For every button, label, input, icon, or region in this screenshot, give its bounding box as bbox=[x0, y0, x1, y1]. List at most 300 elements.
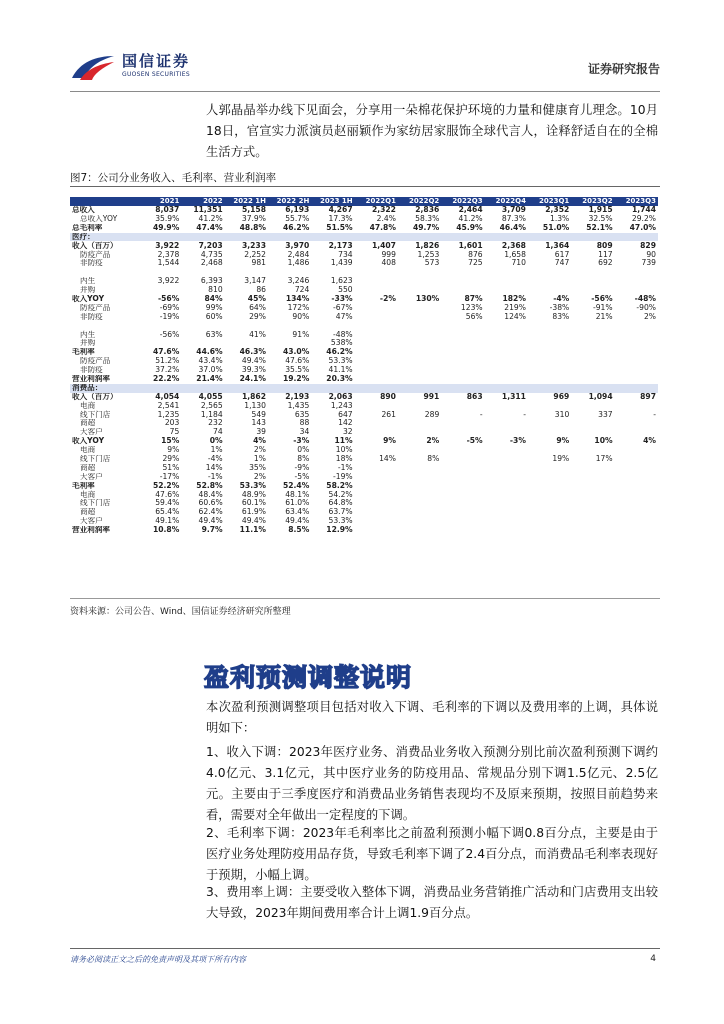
table-cell bbox=[441, 375, 484, 384]
table-cell: 2,063 bbox=[328, 392, 353, 401]
table-cell: 49.9% bbox=[152, 223, 180, 232]
table-row bbox=[70, 268, 658, 277]
table-cell: 876 bbox=[468, 250, 483, 259]
table-row bbox=[70, 313, 658, 322]
table-cell bbox=[615, 455, 658, 464]
table-cell bbox=[398, 384, 441, 393]
table-cell bbox=[485, 526, 528, 535]
table-cell bbox=[355, 304, 398, 313]
table-cell bbox=[441, 384, 484, 393]
table-row bbox=[70, 224, 658, 233]
table-cell: 64% bbox=[249, 303, 266, 312]
table-cell bbox=[398, 401, 441, 410]
table-cell: 60% bbox=[205, 312, 223, 321]
table-cell bbox=[528, 508, 571, 517]
table-cell bbox=[615, 348, 658, 357]
table-cell bbox=[398, 464, 441, 473]
table-cell bbox=[571, 428, 614, 437]
table-row bbox=[70, 446, 658, 455]
table-cell bbox=[571, 339, 614, 348]
table-cell bbox=[181, 339, 224, 348]
table-cell bbox=[485, 268, 528, 277]
table-cell bbox=[485, 321, 528, 330]
table-cell bbox=[441, 330, 484, 339]
table-cell: 87% bbox=[464, 294, 483, 303]
row-label: 商超 bbox=[80, 419, 96, 428]
table-cell: 47.6% bbox=[152, 348, 180, 357]
table-cell: 1% bbox=[253, 454, 266, 464]
table-cell bbox=[398, 268, 441, 277]
table-cell: 4% bbox=[253, 437, 266, 446]
table-cell: 969 bbox=[553, 392, 570, 401]
row-label: 收入YOY bbox=[72, 294, 105, 303]
table-cell bbox=[398, 286, 441, 295]
table-cell: 48.8% bbox=[239, 223, 266, 232]
table-cell bbox=[138, 286, 181, 295]
table-cell: 3,709 bbox=[501, 205, 526, 215]
table-cell bbox=[571, 348, 614, 357]
table-cell bbox=[615, 366, 658, 375]
table-row bbox=[70, 286, 658, 295]
table-cell: 53.3% bbox=[239, 481, 266, 490]
table-cell bbox=[355, 286, 398, 295]
table-cell bbox=[398, 473, 441, 482]
table-cell: 1,601 bbox=[458, 241, 483, 250]
table-cell bbox=[398, 233, 441, 242]
table-cell bbox=[615, 482, 658, 491]
footer-disclaimer: 请务必阅读正文之后的免责声明及其项下所有内容 bbox=[70, 955, 246, 964]
table-cell bbox=[485, 428, 528, 437]
table-cell bbox=[181, 321, 224, 330]
table-cell bbox=[485, 508, 528, 517]
table-cell bbox=[485, 482, 528, 491]
page-number: 4 bbox=[650, 954, 656, 964]
table-cell bbox=[571, 357, 614, 366]
table-row bbox=[70, 277, 658, 286]
table-cell: 829 bbox=[640, 241, 656, 250]
table-cell: 24.1% bbox=[239, 374, 266, 383]
table-cell bbox=[355, 366, 398, 375]
table-cell bbox=[441, 366, 484, 375]
table-cell bbox=[398, 526, 441, 535]
table-row bbox=[70, 339, 658, 348]
table-cell bbox=[441, 357, 484, 366]
table-cell: 10% bbox=[594, 437, 613, 446]
table-row bbox=[70, 384, 658, 393]
table-row bbox=[70, 490, 658, 499]
row-label: 电商 bbox=[80, 401, 96, 410]
table-row bbox=[70, 437, 658, 446]
table-cell: 991 bbox=[423, 392, 440, 401]
table-cell: 46.2% bbox=[326, 348, 353, 357]
table-cell: 1,544 bbox=[157, 259, 180, 268]
table-row bbox=[70, 241, 658, 250]
table-cell: 20.3% bbox=[326, 374, 353, 383]
company-logo bbox=[70, 52, 190, 82]
table-cell: 37.9% bbox=[241, 214, 266, 223]
table-cell: 1,243 bbox=[330, 401, 353, 410]
table-cell: 65.4% bbox=[155, 508, 180, 517]
table-column-header: 2021 bbox=[138, 197, 181, 206]
table-cell: 74 bbox=[212, 428, 223, 437]
row-label: 总毛利率 bbox=[72, 223, 103, 232]
row-label: 毛利率 bbox=[72, 481, 95, 490]
table-cell: 724 bbox=[294, 285, 310, 295]
table-cell: 647 bbox=[338, 410, 353, 419]
table-cell: 49.1% bbox=[155, 517, 180, 526]
table-cell: -1% bbox=[207, 472, 223, 481]
table-cell: 4,267 bbox=[328, 205, 353, 215]
table-cell bbox=[398, 277, 441, 286]
table-cell bbox=[615, 526, 658, 535]
table-cell: 617 bbox=[554, 250, 570, 259]
table-cell: 0% bbox=[209, 437, 223, 446]
table-cell bbox=[485, 339, 528, 348]
table-cell bbox=[485, 490, 528, 499]
table-cell bbox=[138, 321, 181, 330]
table-cell bbox=[571, 508, 614, 517]
table-cell: 1% bbox=[210, 445, 223, 455]
table-cell bbox=[398, 446, 441, 455]
table-cell bbox=[571, 233, 614, 242]
table-cell bbox=[615, 384, 658, 393]
table-cell: 550 bbox=[338, 285, 353, 295]
guosen-logo-icon bbox=[70, 52, 118, 82]
logo-name-cn: 国信证券 bbox=[122, 52, 191, 70]
table-cell: 2,468 bbox=[200, 259, 223, 268]
table-cell: 46.4% bbox=[499, 223, 526, 232]
table-cell: 310 bbox=[554, 410, 570, 419]
table-cell: 9% bbox=[383, 437, 396, 446]
table-cell: 289 bbox=[424, 410, 440, 419]
table-cell bbox=[268, 268, 311, 277]
table-cell bbox=[485, 455, 528, 464]
table-cell bbox=[571, 446, 614, 455]
row-label: 营业利润率 bbox=[72, 525, 110, 535]
table-cell: 99% bbox=[205, 303, 223, 312]
table-cell: -4% bbox=[553, 294, 570, 303]
table-cell: 10.8% bbox=[152, 525, 180, 535]
table-cell: 232 bbox=[208, 419, 223, 428]
table-cell: -69% bbox=[159, 303, 180, 312]
row-label: 大客户 bbox=[80, 472, 103, 481]
table-cell bbox=[485, 330, 528, 339]
table-cell: 41% bbox=[249, 330, 266, 339]
table-cell: 2,368 bbox=[501, 241, 526, 250]
table-cell: 172% bbox=[287, 303, 310, 312]
table-cell bbox=[571, 419, 614, 428]
table-cell bbox=[485, 286, 528, 295]
table-cell: 1,184 bbox=[200, 410, 223, 419]
table-cell: 45% bbox=[247, 294, 266, 303]
row-label bbox=[70, 321, 138, 330]
table-cell bbox=[615, 401, 658, 410]
table-cell bbox=[528, 517, 571, 526]
table-cell: 809 bbox=[596, 241, 613, 250]
table-cell bbox=[268, 233, 311, 242]
table-cell bbox=[615, 233, 658, 242]
table-cell bbox=[528, 366, 571, 375]
table-cell bbox=[571, 526, 614, 535]
row-label: 非防疫 bbox=[80, 312, 103, 321]
table-cell bbox=[615, 446, 658, 455]
table-cell: 17.3% bbox=[328, 214, 353, 223]
table-cell bbox=[528, 330, 571, 339]
table-cell bbox=[571, 517, 614, 526]
table-row bbox=[70, 348, 658, 357]
table-cell: 1,439 bbox=[330, 259, 353, 268]
table-cell: 143 bbox=[251, 419, 266, 428]
table-cell bbox=[355, 446, 398, 455]
row-label: 线下门店 bbox=[80, 499, 111, 508]
table-cell bbox=[355, 339, 398, 348]
table-cell: 739 bbox=[641, 259, 656, 268]
table-cell: 5,158 bbox=[241, 205, 266, 215]
table-cell: 549 bbox=[251, 410, 266, 419]
table-cell: 999 bbox=[381, 250, 396, 259]
table-cell: 32 bbox=[342, 428, 353, 437]
table-cell: 692 bbox=[598, 259, 613, 268]
table-cell: 54.2% bbox=[328, 490, 353, 499]
table-cell bbox=[615, 330, 658, 339]
row-label: 内生 bbox=[80, 330, 96, 339]
table-cell bbox=[485, 446, 528, 455]
table-cell: 51% bbox=[162, 463, 180, 472]
table-cell bbox=[355, 313, 398, 322]
table-cell bbox=[571, 375, 614, 384]
table-cell: 11% bbox=[334, 437, 353, 446]
table-column-header: 2022Q2 bbox=[398, 197, 441, 206]
table-cell bbox=[398, 304, 441, 313]
table-cell: -91% bbox=[592, 303, 613, 312]
table-cell: 62.4% bbox=[198, 508, 223, 517]
table-cell: 87.3% bbox=[501, 214, 526, 223]
table-cell bbox=[225, 233, 268, 242]
row-label: 并购 bbox=[80, 339, 96, 348]
table-cell bbox=[355, 375, 398, 384]
table-cell bbox=[355, 428, 398, 437]
table-cell: 53.3% bbox=[328, 517, 353, 526]
table-cell: 47.0% bbox=[629, 223, 656, 232]
table-cell bbox=[441, 482, 484, 491]
table-cell bbox=[441, 286, 484, 295]
table-cell: 35.9% bbox=[155, 214, 180, 223]
revenue-adjustment-paragraph: 1、收入下调：2023年医疗业务、消费品业务收入预测分别比前次盈利预测下调约4.0亿元、3.1亿元，其中医疗业务的防疫用品、常规品分别下调1.5亿元、2.5亿元。主要由于三季度医疗和消费品业务销售表现均不及原来预期，按照目前趋势来看，需要对全年做出一定程度的下调。 bbox=[206, 745, 658, 822]
table-cell bbox=[225, 321, 268, 330]
table-cell: 2.4% bbox=[376, 214, 396, 223]
table-cell: 124% bbox=[504, 312, 526, 321]
table-cell: 84% bbox=[204, 294, 223, 303]
table-cell: 61.0% bbox=[285, 499, 310, 508]
source-divider bbox=[70, 598, 660, 599]
table-cell: 134% bbox=[285, 294, 310, 303]
table-column-header: 2023Q2 bbox=[571, 197, 614, 206]
table-cell bbox=[571, 464, 614, 473]
table-cell bbox=[485, 357, 528, 366]
table-cell: 1,253 bbox=[417, 250, 440, 259]
table-cell: -56% bbox=[158, 294, 180, 303]
table-cell: 47% bbox=[335, 312, 353, 321]
table-cell bbox=[311, 321, 354, 330]
row-label: 总收入 bbox=[72, 205, 95, 215]
table-cell: 46.3% bbox=[239, 348, 266, 357]
table-column-header: 2022 1H bbox=[225, 197, 268, 206]
table-cell bbox=[571, 482, 614, 491]
table-cell: 725 bbox=[468, 259, 483, 268]
table-cell bbox=[485, 277, 528, 286]
table-cell bbox=[485, 348, 528, 357]
table-cell bbox=[441, 401, 484, 410]
table-cell: 29% bbox=[162, 454, 180, 464]
table-cell bbox=[398, 339, 441, 348]
table-cell: 747 bbox=[554, 259, 570, 268]
table-cell: 8.5% bbox=[288, 525, 310, 535]
table-cell bbox=[355, 508, 398, 517]
table-cell bbox=[398, 330, 441, 339]
table-cell bbox=[528, 277, 571, 286]
table-cell: 408 bbox=[381, 259, 396, 268]
table-cell: 261 bbox=[381, 410, 396, 419]
table-cell: 19.2% bbox=[282, 374, 310, 383]
table-cell: 49.7% bbox=[412, 223, 440, 232]
table-cell bbox=[615, 277, 658, 286]
table-cell: 9% bbox=[556, 437, 570, 446]
table-column-header: 2023 1H bbox=[311, 197, 354, 206]
table-cell bbox=[225, 339, 268, 348]
table-cell: 91% bbox=[292, 330, 310, 339]
table-cell: -38% bbox=[549, 303, 570, 312]
table-cell: 75 bbox=[169, 428, 180, 437]
table-cell bbox=[528, 526, 571, 535]
table-cell: 39 bbox=[256, 428, 266, 437]
table-row bbox=[70, 393, 658, 402]
table-cell: 52.4% bbox=[282, 481, 310, 490]
table-cell: 41.2% bbox=[198, 214, 223, 223]
table-cell bbox=[441, 268, 484, 277]
table-cell bbox=[485, 375, 528, 384]
table-cell: 1.3% bbox=[549, 214, 570, 223]
table-cell bbox=[571, 499, 614, 508]
table-cell bbox=[398, 313, 441, 322]
table-cell: 47.8% bbox=[369, 223, 396, 232]
table-column-header bbox=[70, 197, 138, 206]
table-cell: 21.4% bbox=[196, 374, 223, 383]
table-cell bbox=[528, 233, 571, 242]
gross-margin-adjustment-paragraph: 2、毛利率下调：2023年毛利率比之前盈利预测小幅下调0.8百分点，主要是由于医疗业务处理防疫用品存货，导致毛利率下调了2.4百分点，而消费品毛利率表现好于预期，小幅上调。 bbox=[206, 826, 658, 882]
table-cell bbox=[485, 464, 528, 473]
row-label bbox=[70, 268, 138, 277]
table-cell bbox=[571, 401, 614, 410]
table-cell: -90% bbox=[636, 303, 656, 312]
table-cell bbox=[138, 268, 181, 277]
table-cell bbox=[355, 233, 398, 242]
table-cell: 45.9% bbox=[456, 223, 483, 232]
table-cell: 83% bbox=[552, 312, 570, 321]
table-cell bbox=[355, 473, 398, 482]
table-cell: 1,826 bbox=[415, 241, 440, 250]
row-label: 非防疫 bbox=[80, 259, 103, 268]
table-cell: 18% bbox=[335, 454, 353, 464]
table-row bbox=[70, 499, 658, 508]
table-cell: 39.3% bbox=[241, 365, 266, 375]
table-cell: 35% bbox=[249, 463, 266, 472]
table-cell bbox=[355, 330, 398, 339]
table-cell bbox=[355, 526, 398, 535]
table-cell: 14% bbox=[379, 454, 396, 464]
table-cell: 60.6% bbox=[198, 499, 223, 508]
table-cell: 130% bbox=[415, 294, 440, 303]
table-cell bbox=[528, 348, 571, 357]
table-cell: 734 bbox=[338, 250, 353, 259]
table-cell bbox=[485, 499, 528, 508]
table-cell bbox=[528, 419, 571, 428]
table-cell bbox=[571, 330, 614, 339]
table-row bbox=[70, 215, 658, 224]
table-cell: 3,922 bbox=[155, 241, 180, 250]
table-cell bbox=[528, 321, 571, 330]
table-cell: 10% bbox=[335, 445, 353, 455]
table-cell bbox=[398, 348, 441, 357]
table-cell bbox=[528, 401, 571, 410]
table-cell bbox=[138, 233, 181, 242]
table-cell: -4% bbox=[207, 454, 223, 464]
table-cell: -17% bbox=[159, 472, 180, 481]
row-label: 防疫产品 bbox=[80, 250, 111, 259]
table-cell: -67% bbox=[333, 303, 353, 312]
table-cell: 2,378 bbox=[157, 250, 180, 259]
table-cell: 2% bbox=[426, 437, 440, 446]
table-cell: 1,311 bbox=[501, 392, 526, 401]
table-cell: 63.4% bbox=[285, 508, 310, 517]
table-row bbox=[70, 401, 658, 410]
table-cell bbox=[225, 268, 268, 277]
table-cell bbox=[615, 517, 658, 526]
table-cell: -2% bbox=[379, 294, 396, 303]
table-row bbox=[70, 526, 658, 535]
row-label: 大客户 bbox=[80, 428, 103, 437]
table-cell: 64.8% bbox=[328, 499, 353, 508]
table-cell: 6,393 bbox=[200, 277, 223, 286]
table-cell: 32.5% bbox=[588, 214, 613, 223]
table-cell: 58.2% bbox=[326, 481, 353, 490]
table-cell bbox=[355, 321, 398, 330]
table-cell: 12.9% bbox=[326, 525, 353, 535]
table-column-header: 2022 bbox=[181, 197, 224, 206]
table-cell bbox=[615, 321, 658, 330]
table-cell: 52.2% bbox=[152, 481, 180, 490]
table-cell: -48% bbox=[634, 294, 656, 303]
table-cell bbox=[268, 339, 311, 348]
table-cell: 2,252 bbox=[244, 250, 266, 259]
table-cell: 51.0% bbox=[542, 223, 570, 232]
row-label: 防疫产品 bbox=[80, 303, 111, 312]
table-cell: 43.4% bbox=[198, 357, 223, 366]
table-cell bbox=[398, 517, 441, 526]
table-cell bbox=[398, 499, 441, 508]
table-cell bbox=[441, 517, 484, 526]
table-cell: 47.6% bbox=[285, 357, 310, 366]
table-cell: 49.4% bbox=[241, 517, 266, 526]
table-cell bbox=[528, 473, 571, 482]
table-cell bbox=[441, 526, 484, 535]
table-cell: 337 bbox=[598, 410, 613, 419]
row-label: 营业利润率 bbox=[72, 374, 110, 383]
table-cell bbox=[355, 499, 398, 508]
table-cell: 14% bbox=[205, 463, 223, 472]
table-cell: 59.4% bbox=[155, 499, 180, 508]
section-intro-paragraph: 本次盈利预测调整项目包括对收入下调、毛利率的下调以及费用率的上调，具体说明如下： bbox=[206, 700, 658, 735]
table-cell bbox=[615, 490, 658, 499]
